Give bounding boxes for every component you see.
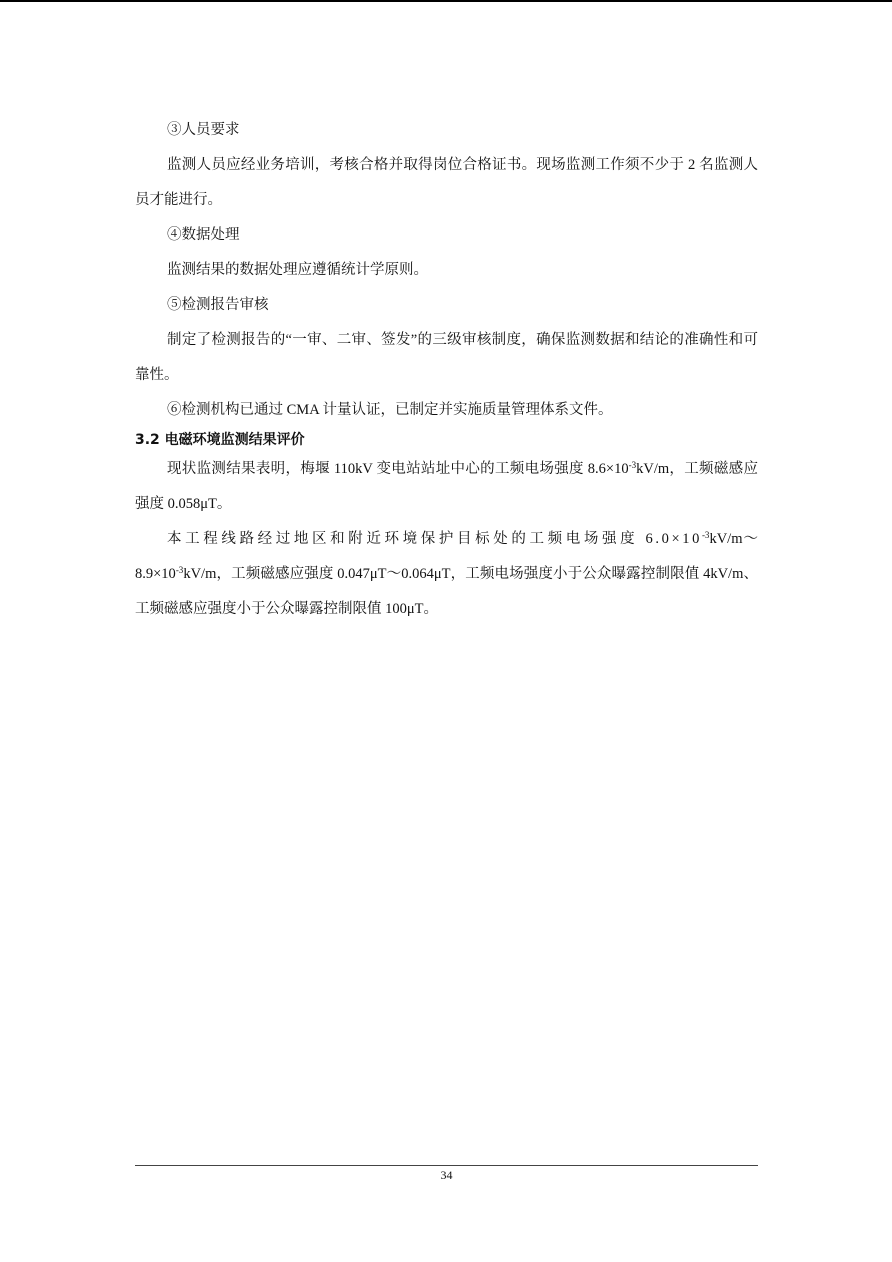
page-number: 34 [440, 1168, 453, 1182]
exponent: -3 [175, 565, 184, 575]
section-heading-3-2: 3.2 电磁环境监测结果评价 [135, 432, 305, 448]
data-processing-heading: ④数据处理 [167, 227, 240, 243]
exponent: -3 [701, 530, 710, 540]
line-evaluation-text-c: kV/m，工频磁感应强度 0.047μT～0.064μT，工频电场强度小于公众曝露控制限值 4kV/m、工频磁感应强度小于公众曝露控制限值 100μT。 [135, 566, 758, 617]
monitoring-result-paragraph [135, 452, 758, 522]
line-evaluation-text-b: kV/m～8.9×10 [135, 531, 758, 582]
personnel-paragraph: 监测人员应经业务培训，考核合格并取得岗位合格证书。现场监测工作须不少于 2 名监测人员才能进行。 [135, 157, 758, 208]
personnel-heading: ③人员要求 [167, 122, 240, 138]
document-body [135, 113, 758, 627]
cma-certification-paragraph: ⑥检测机构已通过 CMA 计量认证，已制定并实施质量管理体系文件。 [167, 402, 613, 418]
footer-rule [135, 1165, 758, 1166]
data-processing-paragraph: 监测结果的数据处理应遵循统计学原则。 [167, 262, 428, 278]
monitoring-result-text-a: 现状监测结果表明，梅堰 110kV 变电站站址中心的工频电场强度 8.6×10 [167, 461, 629, 477]
report-review-heading: ⑤检测报告审核 [167, 297, 269, 313]
exponent: -3 [628, 460, 637, 470]
line-evaluation-paragraph [135, 522, 758, 627]
monitoring-result-text-b: kV/m，工频磁感应强度 0.058μT。 [135, 461, 758, 512]
report-review-paragraph: 制定了检测报告的“一审、二审、签发”的三级审核制度，确保监测数据和结论的准确性和可靠性。 [135, 332, 758, 383]
line-evaluation-text-a: 本工程线路经过地区和附近环境保护目标处的工频电场强度 6.0×10 [167, 531, 702, 547]
page-top-border [0, 0, 892, 2]
